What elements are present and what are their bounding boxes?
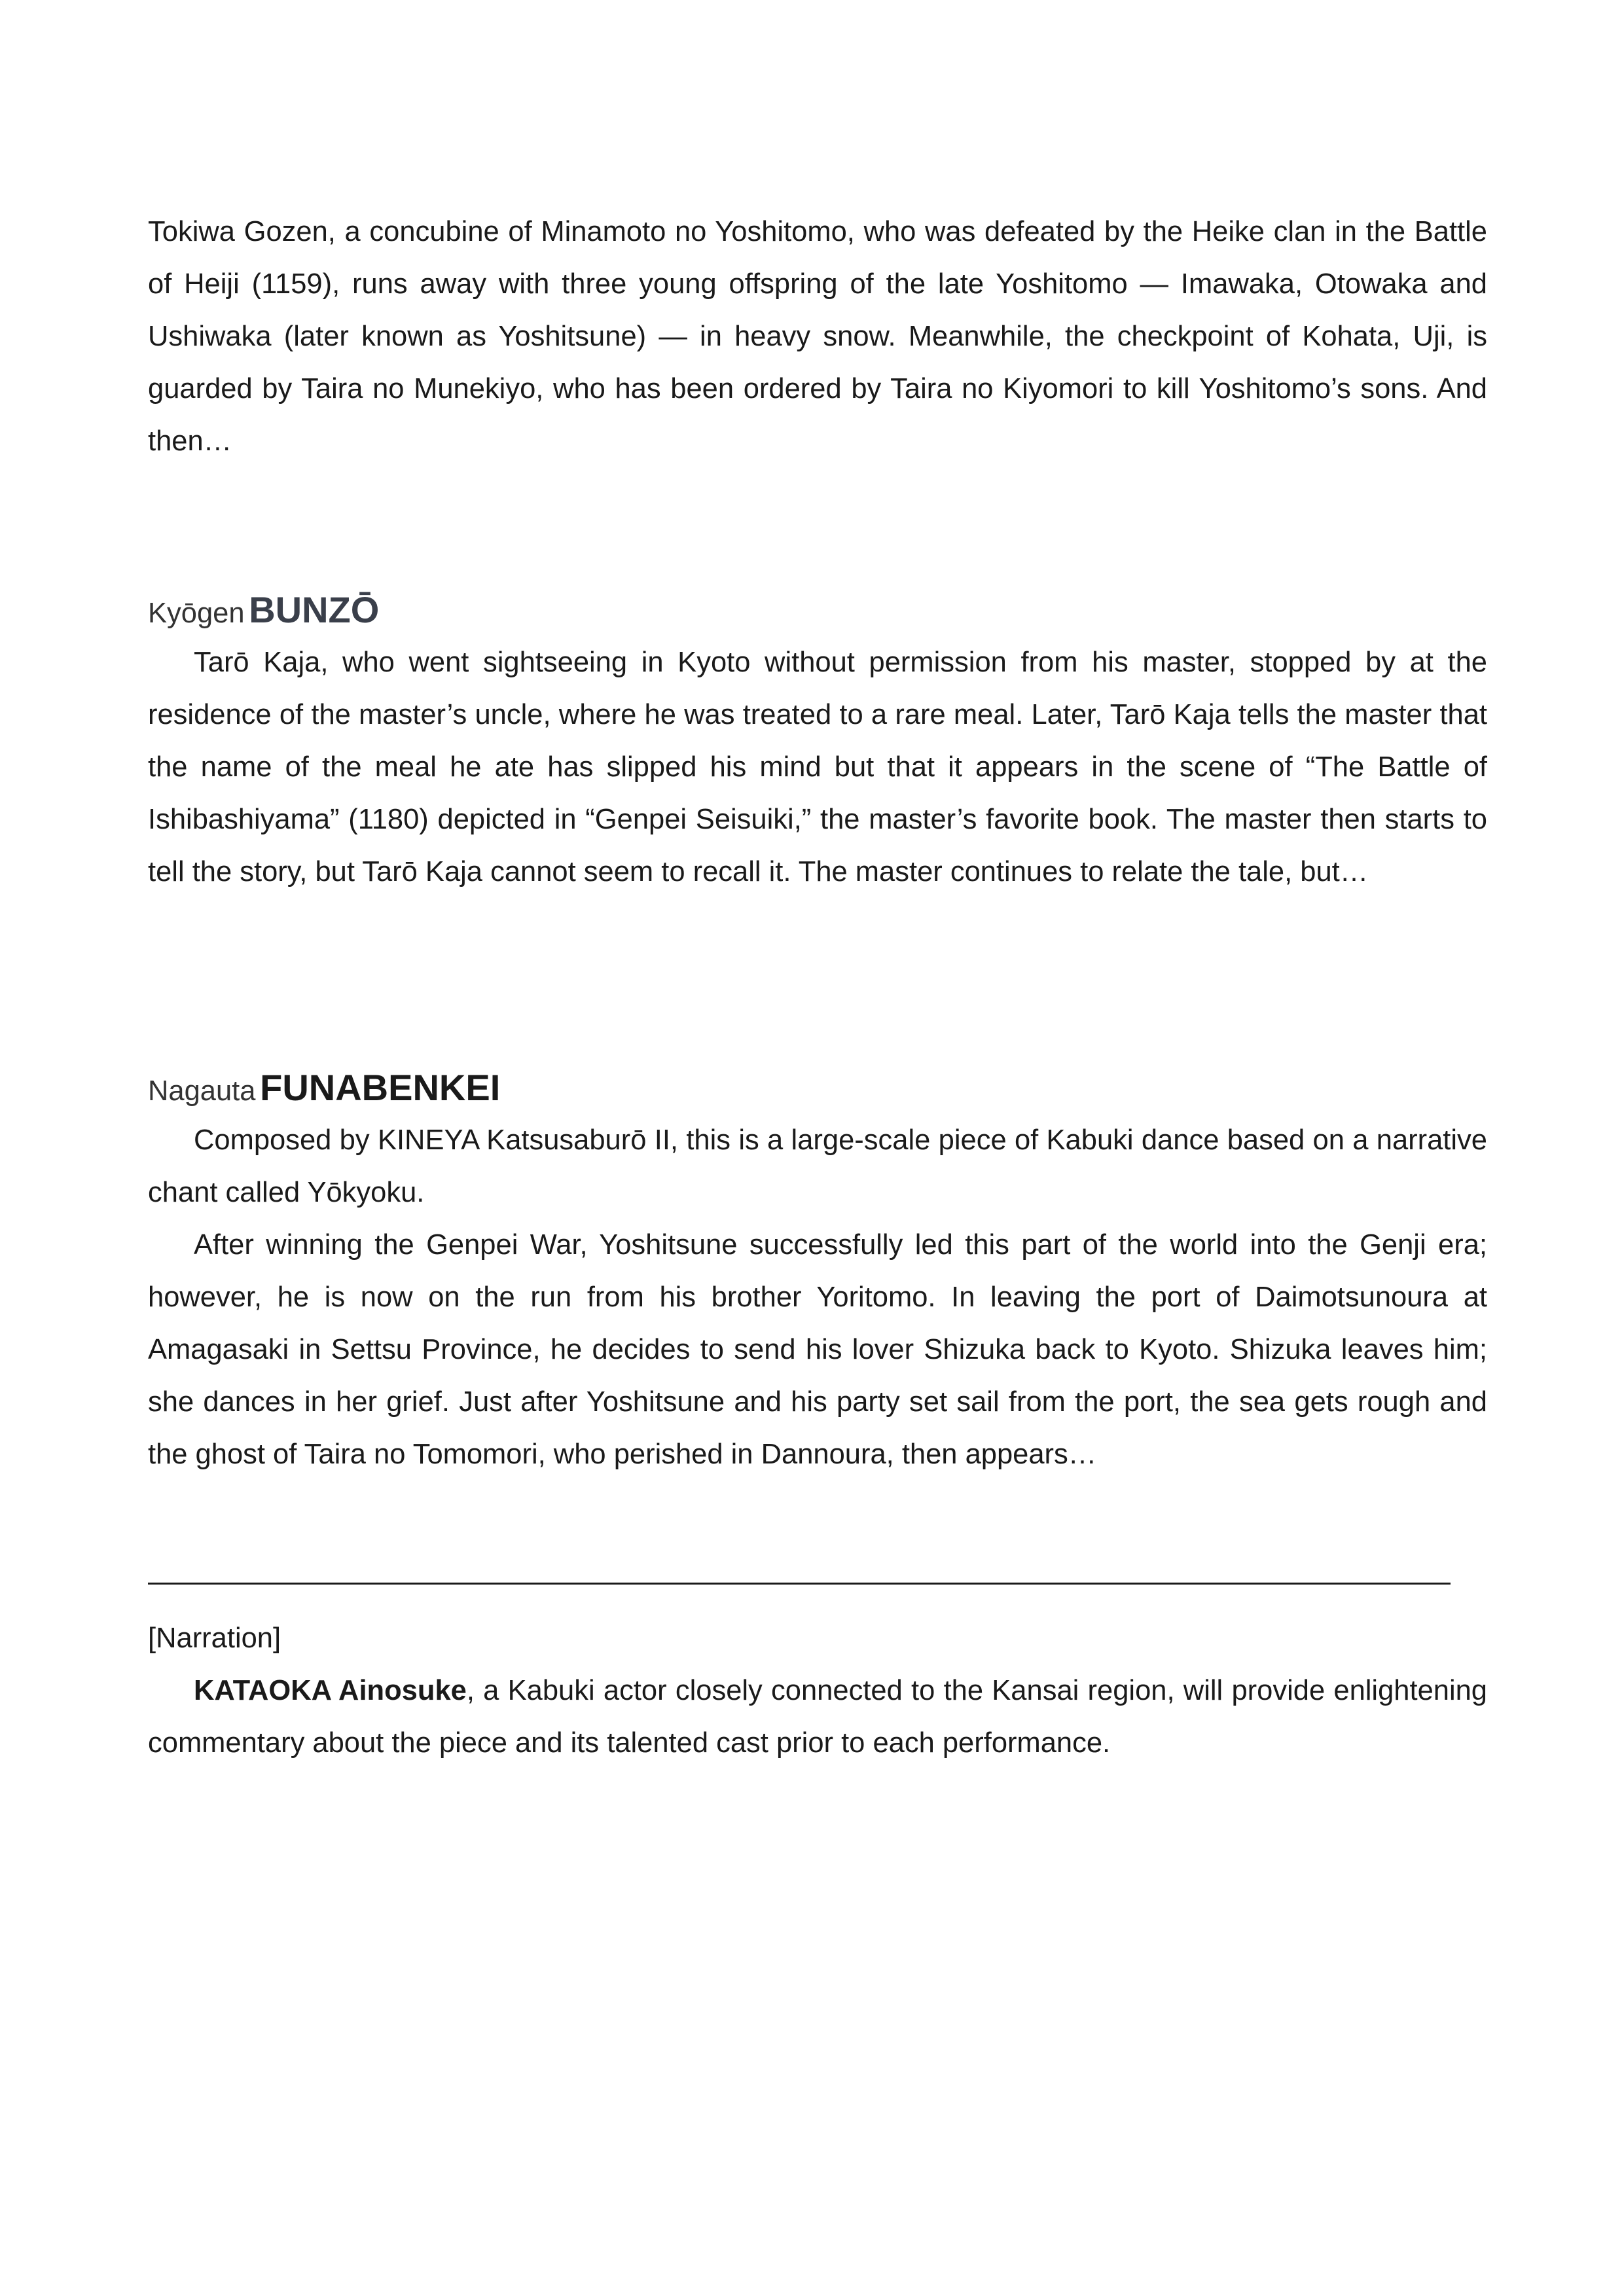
funabenkei-paragraph-2: After winning the Genpei War, Yoshitsune successfully led this part of the world into the Genji era; however, he is now on the run from his brother Yoritomo. In leaving the port of Daimotsunoura at Amagasaki in Settsu Province, he decides to send his lover Shizuka back to Kyoto. Shizuka leaves him; she dances in her grief. Just after Yoshitsune and his party set sail from the port, the sea gets rough and the ghost of Taira no Tomomori, who perished in Dannoura, then appears… (148, 1229, 1487, 1470)
narration-section (148, 1612, 1487, 1769)
bunzo-title: BUNZŌ (249, 589, 380, 630)
funabenkei-section (148, 1062, 1487, 1480)
section-divider (148, 1583, 1451, 1585)
funabenkei-genre: Nagauta (148, 1075, 256, 1107)
narration-paragraph (148, 1664, 1487, 1769)
funabenkei-heading (148, 1062, 1487, 1114)
narration-label: [Narration] (148, 1623, 281, 1654)
funabenkei-paragraph-1: Composed by KINEYA Katsusaburō II, this is a large-scale piece of Kabuki dance based on a narrative chant called Yōkyoku. (148, 1124, 1487, 1208)
bunzo-genre: Kyōgen (148, 598, 245, 629)
intro-paragraph: Tokiwa Gozen, a concubine of Minamoto no Yoshitomo, who was defeated by the Heike clan in the Battle of Heiji (1159), runs away with three young offspring of the late Yoshitomo — Imawaka, Otowaka and Ushiwaka (later known as Yoshitsune) — in heavy snow. Meanwhile, the checkpoint of Kohata, Uji, is guarded by Taira no Munekiyo, who has been ordered by Taira no Kiyomori to kill Yoshitomo’s sons. And then… (148, 216, 1487, 457)
narrator-name: KATAOKA Ainosuke (194, 1675, 467, 1706)
narration-text: , a Kabuki actor closely connected to the Kansai region, will provide enlightening commentary about the piece and its talented cast prior to each performance. (148, 1675, 1488, 1759)
bunzo-section (148, 584, 1487, 898)
funabenkei-title: FUNABENKEI (260, 1067, 501, 1108)
bunzo-heading (148, 584, 1487, 636)
bunzo-paragraph: Tarō Kaja, who went sightseeing in Kyoto without permission from his master, stopped by at the residence of the master’s uncle, where he was treated to a rare meal. Later, Tarō Kaja tells the master that the name of the meal he ate has slipped his mind but that it appears in the scene of “The Battle of Ishibashiyama” (1180) depicted in “Genpei Seisuiki,” the master’s favorite book. The master then starts to tell the story, but Tarō Kaja cannot seem to recall it. The master continues to relate the tale, but… (148, 647, 1487, 888)
